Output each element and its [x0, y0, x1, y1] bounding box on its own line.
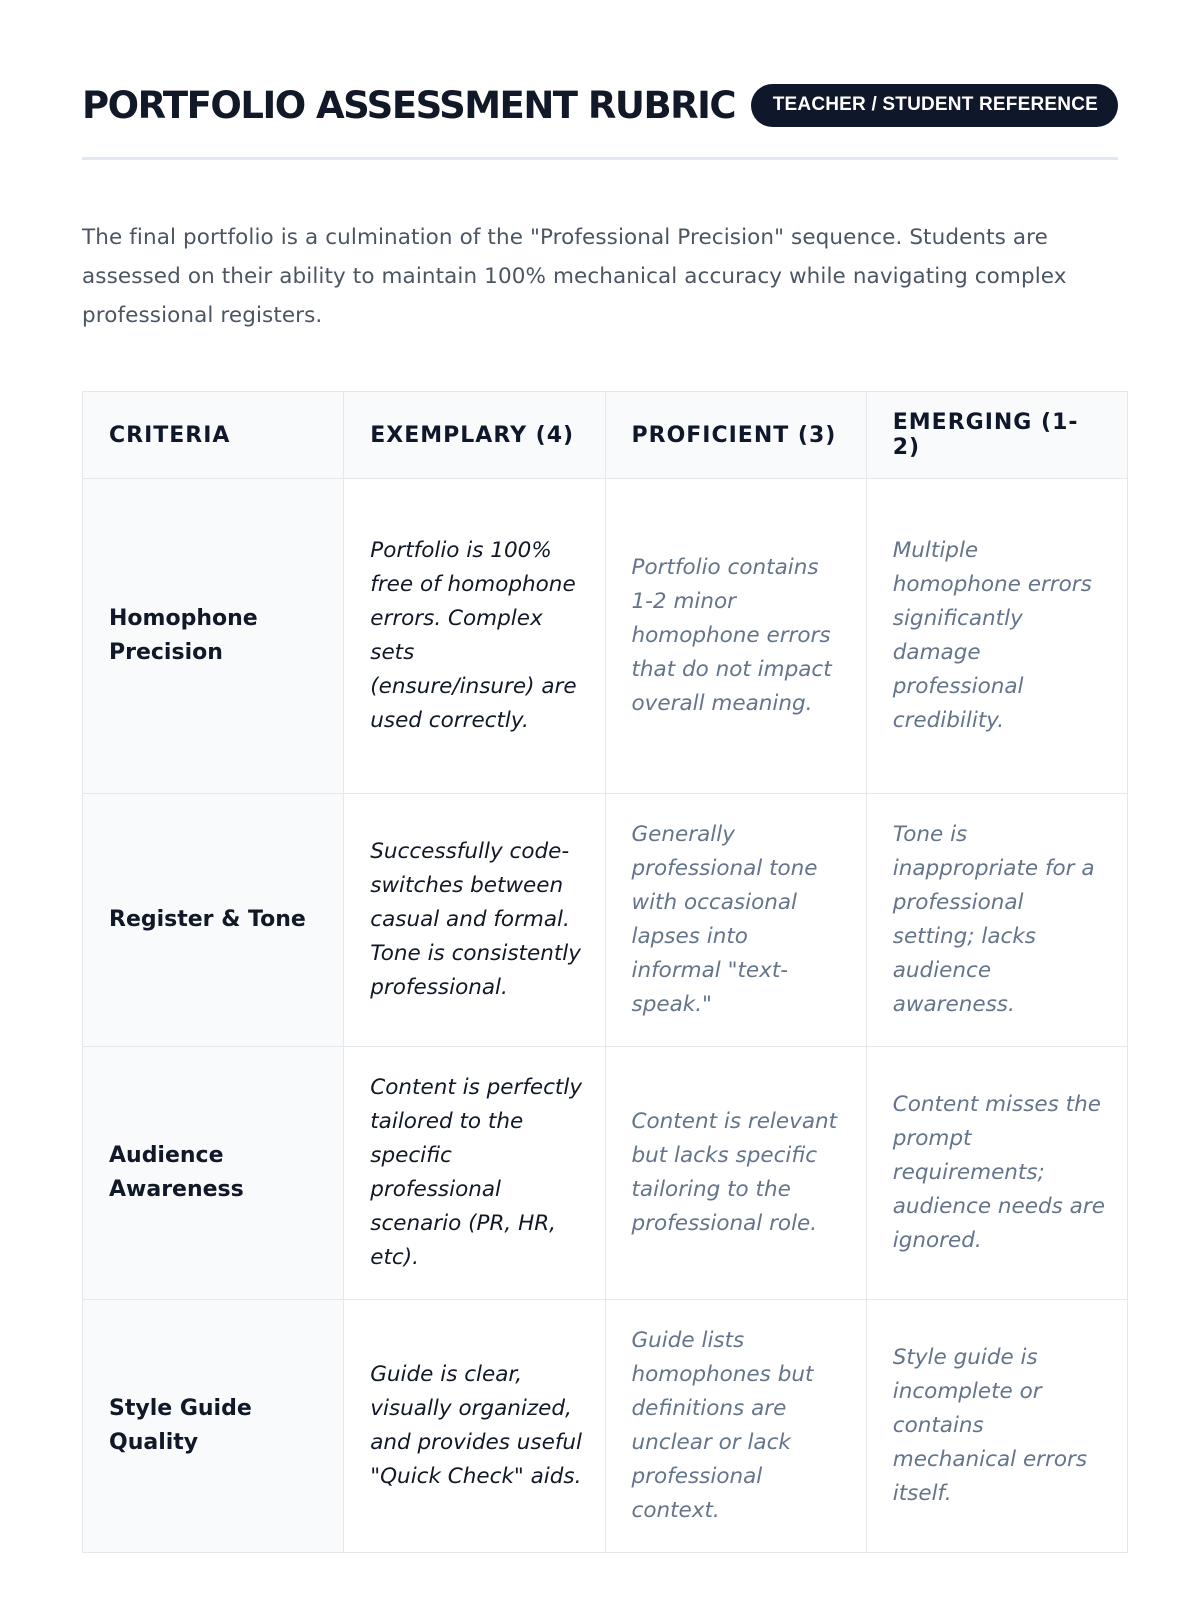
- page-title: PORTFOLIO ASSESSMENT RUBRIC: [82, 84, 736, 127]
- exemplary-cell: Portfolio is 100% free of homophone errors. Complex sets (ensure/insure) are used correctly.: [344, 479, 605, 794]
- column-header-exemplary: EXEMPLARY (4): [344, 392, 605, 479]
- proficient-cell: Content is relevant but lacks specific tailoring to the professional role.: [605, 1047, 866, 1300]
- rubric-table: [82, 391, 1128, 1553]
- emerging-cell: Multiple homophone errors significantly damage professional credibility.: [866, 479, 1127, 794]
- exemplary-cell: Content is perfectly tailored to the specific professional scenario (PR, HR, etc).: [344, 1047, 605, 1300]
- intro-paragraph: The final portfolio is a culmination of the "Professional Precision" sequence. Students are assessed on their ability to maintain 100% mechanical accuracy while navigating complex professional registers.: [82, 225, 1067, 328]
- proficient-cell: Generally professional tone with occasional lapses into informal "text-speak.": [605, 794, 866, 1047]
- table-row: [83, 479, 1128, 794]
- criteria-cell: Homophone Precision: [83, 479, 344, 794]
- table-header-row: [83, 392, 1128, 479]
- criteria-cell: Audience Awareness: [83, 1047, 344, 1300]
- column-header-criteria: CRITERIA: [83, 392, 344, 479]
- column-header-emerging: EMERGING (1-2): [866, 392, 1127, 479]
- proficient-cell: Portfolio contains 1-2 minor homophone errors that do not impact overall meaning.: [605, 479, 866, 794]
- table-row: [83, 794, 1128, 1047]
- exemplary-cell: Successfully code-switches between casual and formal. Tone is consistently professional.: [344, 794, 605, 1047]
- criteria-cell: Style Guide Quality: [83, 1300, 344, 1553]
- column-header-proficient: PROFICIENT (3): [605, 392, 866, 479]
- page-header: [82, 0, 1118, 160]
- reference-badge: TEACHER / STUDENT REFERENCE: [751, 84, 1118, 127]
- emerging-cell: Style guide is incomplete or contains mechanical errors itself.: [866, 1300, 1127, 1553]
- table-row: [83, 1047, 1128, 1300]
- emerging-cell: Content misses the prompt requirements; audience needs are ignored.: [866, 1047, 1127, 1300]
- criteria-cell: Register & Tone: [83, 794, 344, 1047]
- proficient-cell: Guide lists homophones but definitions are unclear or lack professional context.: [605, 1300, 866, 1553]
- table-row: [83, 1300, 1128, 1553]
- emerging-cell: Tone is inappropriate for a professional setting; lacks audience awareness.: [866, 794, 1127, 1047]
- exemplary-cell: Guide is clear, visually organized, and provides useful "Quick Check" aids.: [344, 1300, 605, 1553]
